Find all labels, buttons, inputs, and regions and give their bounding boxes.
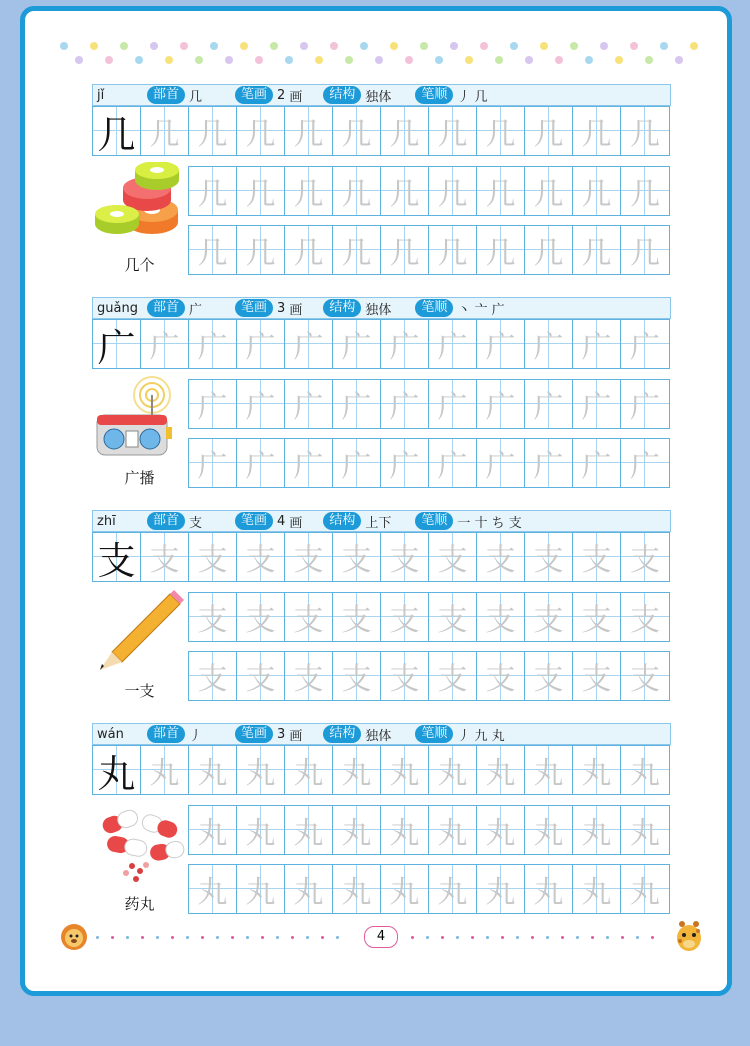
footer-dot	[501, 936, 504, 939]
strokes-unit: 画	[289, 302, 303, 318]
trace-character[interactable]: 丸	[333, 865, 381, 913]
character-section	[92, 723, 671, 923]
trace-character[interactable]: 支	[525, 533, 573, 581]
trace-character[interactable]: 丸	[285, 746, 333, 794]
decor-dot	[345, 56, 353, 64]
practice-row	[188, 592, 670, 642]
trace-character[interactable]: 几	[285, 226, 333, 274]
trace-character[interactable]: 丸	[429, 746, 477, 794]
trace-character[interactable]: 支	[237, 593, 285, 641]
decor-dot	[105, 56, 113, 64]
footer-dot	[486, 936, 489, 939]
trace-character[interactable]: 丸	[189, 746, 237, 794]
practice-row	[188, 864, 670, 914]
footer-dot	[441, 936, 444, 939]
trace-character[interactable]: 丸	[429, 806, 477, 854]
strokes-value: 2	[277, 87, 286, 103]
trace-character[interactable]: 丸	[333, 806, 381, 854]
decor-dot	[690, 42, 698, 50]
trace-character[interactable]: 广	[429, 380, 477, 428]
structure-value: 独体	[365, 728, 392, 744]
decor-dot	[405, 56, 413, 64]
footer-dot	[216, 936, 219, 939]
trace-character[interactable]: 广	[237, 439, 285, 487]
trace-character[interactable]: 支	[285, 652, 333, 700]
trace-character[interactable]: 支	[381, 533, 429, 581]
trace-character[interactable]: 广	[333, 320, 381, 368]
trace-character[interactable]: 支	[333, 533, 381, 581]
footer-dot	[126, 936, 129, 939]
trace-character[interactable]: 广	[525, 320, 573, 368]
order-tag: 笔顺	[415, 725, 453, 743]
model-character: 广	[93, 320, 141, 368]
model-character: 几	[93, 107, 141, 155]
trace-character[interactable]: 支	[621, 652, 669, 700]
trace-character[interactable]: 丸	[429, 865, 477, 913]
trace-character[interactable]: 支	[573, 533, 621, 581]
trace-character[interactable]: 丸	[333, 746, 381, 794]
decor-dot	[540, 42, 548, 50]
trace-character[interactable]: 丸	[477, 806, 525, 854]
footer-dot	[456, 936, 459, 939]
decor-dot	[225, 56, 233, 64]
footer-dot	[111, 936, 114, 939]
radical-tag: 部首	[147, 725, 185, 743]
trace-character[interactable]: 广	[189, 439, 237, 487]
decor-dot	[495, 56, 503, 64]
decor-dot	[615, 56, 623, 64]
footer-dot	[471, 936, 474, 939]
trace-character[interactable]: 几	[573, 107, 621, 155]
footer-dot	[561, 936, 564, 939]
trace-character[interactable]: 几	[477, 167, 525, 215]
trace-character[interactable]: 几	[189, 167, 237, 215]
trace-character[interactable]: 几	[525, 167, 573, 215]
trace-character[interactable]: 支	[429, 652, 477, 700]
vocab-word: 一支	[124, 682, 155, 700]
decor-dot	[375, 56, 383, 64]
trace-character[interactable]: 支	[621, 533, 669, 581]
trace-character[interactable]: 广	[573, 320, 621, 368]
decor-dot	[240, 42, 248, 50]
decor-dot	[330, 42, 338, 50]
trace-character[interactable]: 广	[333, 439, 381, 487]
stroke-order: 一 十 ち 支	[457, 515, 522, 531]
trace-character[interactable]: 广	[429, 320, 477, 368]
decor-dot	[510, 42, 518, 50]
trace-character[interactable]: 几	[333, 167, 381, 215]
footer-dot	[141, 936, 144, 939]
decor-dot	[60, 42, 68, 50]
structure-value: 独体	[365, 302, 392, 318]
trace-character[interactable]: 支	[333, 652, 381, 700]
decor-dot	[300, 42, 308, 50]
footer-dot	[291, 936, 294, 939]
trace-character[interactable]: 广	[573, 439, 621, 487]
decor-dot	[270, 42, 278, 50]
trace-character[interactable]: 几	[477, 107, 525, 155]
trace-character[interactable]: 丸	[141, 746, 189, 794]
radical-value: 几	[189, 89, 203, 105]
trace-character[interactable]: 支	[477, 533, 525, 581]
trace-character[interactable]: 丸	[621, 806, 669, 854]
trace-character[interactable]: 广	[237, 320, 285, 368]
character-section	[92, 84, 671, 284]
radical-tag: 部首	[147, 86, 185, 104]
strokes-tag: 笔画	[235, 86, 273, 104]
strokes-tag: 笔画	[235, 512, 273, 530]
decor-dot	[600, 42, 608, 50]
footer-dot	[621, 936, 624, 939]
decor-dot	[165, 56, 173, 64]
practice-row	[92, 745, 670, 795]
trace-character[interactable]: 支	[189, 652, 237, 700]
decor-dot	[435, 56, 443, 64]
structure-tag: 结构	[323, 512, 361, 530]
footer-dot	[591, 936, 594, 939]
order-tag: 笔顺	[415, 86, 453, 104]
trace-character[interactable]: 丸	[381, 865, 429, 913]
order-tag: 笔顺	[415, 299, 453, 317]
strokes-unit: 画	[289, 89, 303, 105]
strokes-value: 3	[277, 300, 286, 316]
radical-tag: 部首	[147, 512, 185, 530]
trace-character[interactable]: 几	[237, 167, 285, 215]
decor-dot	[570, 42, 578, 50]
trace-character[interactable]: 几	[429, 226, 477, 274]
practice-row	[92, 532, 670, 582]
decor-dot	[120, 42, 128, 50]
stroke-order: 丿 几	[457, 89, 488, 105]
stroke-order: 丶 亠 广	[457, 302, 505, 318]
trace-character[interactable]: 丸	[621, 865, 669, 913]
trace-character[interactable]: 几	[621, 107, 669, 155]
practice-row	[92, 319, 670, 369]
character-section	[92, 297, 671, 497]
trace-character[interactable]: 支	[333, 593, 381, 641]
practice-row	[188, 805, 670, 855]
trace-character[interactable]: 丸	[237, 806, 285, 854]
trace-character[interactable]: 支	[525, 652, 573, 700]
trace-character[interactable]: 丸	[237, 746, 285, 794]
trace-character[interactable]: 几	[189, 107, 237, 155]
practice-row	[188, 225, 670, 275]
footer-dot	[276, 936, 279, 939]
page-number: 4	[364, 926, 398, 948]
trace-character[interactable]: 支	[285, 533, 333, 581]
trace-character[interactable]: 几	[237, 226, 285, 274]
footer-dot	[96, 936, 99, 939]
trace-character[interactable]: 支	[189, 593, 237, 641]
footer-dot	[231, 936, 234, 939]
decor-dot	[255, 56, 263, 64]
footer-dot	[186, 936, 189, 939]
giraffe-icon	[674, 919, 704, 953]
trace-character[interactable]: 丸	[381, 746, 429, 794]
structure-tag: 结构	[323, 725, 361, 743]
vocab-word: 几个	[124, 256, 155, 274]
footer-dot	[336, 936, 339, 939]
trace-character[interactable]: 几	[381, 226, 429, 274]
structure-value: 独体	[365, 89, 392, 105]
trace-character[interactable]: 几	[429, 167, 477, 215]
trace-character[interactable]: 广	[477, 439, 525, 487]
trace-character[interactable]: 广	[477, 320, 525, 368]
trace-character[interactable]: 几	[141, 107, 189, 155]
trace-character[interactable]: 几	[573, 226, 621, 274]
radical-tag: 部首	[147, 299, 185, 317]
decor-dot	[465, 56, 473, 64]
trace-character[interactable]: 几	[333, 107, 381, 155]
footer-dot	[321, 936, 324, 939]
decorative-dots	[60, 42, 700, 72]
decor-dot	[150, 42, 158, 50]
trace-character[interactable]: 广	[621, 320, 669, 368]
trace-character[interactable]: 丸	[477, 746, 525, 794]
footer-dot	[576, 936, 579, 939]
trace-character[interactable]: 支	[381, 593, 429, 641]
stroke-order: 丿 九 丸	[457, 728, 505, 744]
decor-dot	[480, 42, 488, 50]
trace-character[interactable]: 支	[573, 652, 621, 700]
lion-icon	[60, 923, 88, 951]
trace-character[interactable]: 丸	[525, 865, 573, 913]
footer-dot	[426, 936, 429, 939]
radical-value: 丿	[189, 728, 203, 744]
decor-dot	[390, 42, 398, 50]
trace-character[interactable]: 广	[285, 320, 333, 368]
strokes-value: 3	[277, 726, 286, 742]
decor-dot	[420, 42, 428, 50]
trace-character[interactable]: 广	[429, 439, 477, 487]
trace-character[interactable]: 广	[381, 320, 429, 368]
trace-character[interactable]: 几	[621, 226, 669, 274]
trace-character[interactable]: 支	[621, 593, 669, 641]
trace-character[interactable]: 支	[237, 533, 285, 581]
strokes-unit: 画	[289, 515, 303, 531]
practice-row	[188, 651, 670, 701]
trace-character[interactable]: 几	[189, 226, 237, 274]
trace-character[interactable]: 丸	[237, 865, 285, 913]
vocab-word: 广播	[124, 469, 155, 487]
trace-character[interactable]: 丸	[573, 746, 621, 794]
practice-row	[188, 166, 670, 216]
trace-character[interactable]: 广	[237, 380, 285, 428]
trace-character[interactable]: 丸	[285, 865, 333, 913]
trace-character[interactable]: 丸	[189, 806, 237, 854]
trace-character[interactable]: 广	[333, 380, 381, 428]
pinyin: zhī	[97, 513, 116, 529]
decor-dot	[555, 56, 563, 64]
footer-dot	[246, 936, 249, 939]
trace-character[interactable]: 支	[525, 593, 573, 641]
trace-character[interactable]: 几	[525, 226, 573, 274]
trace-character[interactable]: 广	[285, 439, 333, 487]
trace-character[interactable]: 广	[477, 380, 525, 428]
footer-dot	[261, 936, 264, 939]
practice-row	[188, 379, 670, 429]
trace-character[interactable]: 支	[381, 652, 429, 700]
trace-character[interactable]: 支	[285, 593, 333, 641]
trace-character[interactable]: 支	[477, 652, 525, 700]
trace-character[interactable]: 广	[189, 320, 237, 368]
page-footer	[60, 923, 700, 953]
trace-character[interactable]: 几	[621, 167, 669, 215]
trace-character[interactable]: 支	[429, 533, 477, 581]
trace-character[interactable]: 丸	[621, 746, 669, 794]
trace-character[interactable]: 几	[381, 167, 429, 215]
decor-dot	[285, 56, 293, 64]
footer-dot	[636, 936, 639, 939]
trace-character[interactable]: 几	[525, 107, 573, 155]
decor-dot	[360, 42, 368, 50]
trace-character[interactable]: 几	[333, 226, 381, 274]
trace-character[interactable]: 支	[237, 652, 285, 700]
pinyin: jǐ	[97, 87, 105, 103]
trace-character[interactable]: 支	[141, 533, 189, 581]
structure-value: 上下	[365, 515, 392, 531]
char-header	[92, 723, 671, 745]
character-section	[92, 510, 671, 710]
decor-dot	[660, 42, 668, 50]
strokes-value: 4	[277, 513, 286, 529]
decor-dot	[135, 56, 143, 64]
trace-character[interactable]: 广	[285, 380, 333, 428]
trace-character[interactable]: 丸	[189, 865, 237, 913]
footer-dot	[201, 936, 204, 939]
practice-row	[92, 106, 670, 156]
trace-character[interactable]: 丸	[477, 865, 525, 913]
decor-dot	[675, 56, 683, 64]
decor-dot	[180, 42, 188, 50]
decor-dot	[195, 56, 203, 64]
footer-dot	[171, 936, 174, 939]
trace-character[interactable]: 支	[477, 593, 525, 641]
trace-character[interactable]: 广	[621, 380, 669, 428]
trace-character[interactable]: 广	[525, 380, 573, 428]
trace-character[interactable]: 几	[477, 226, 525, 274]
decor-dot	[210, 42, 218, 50]
footer-dot	[531, 936, 534, 939]
trace-character[interactable]: 几	[429, 107, 477, 155]
char-header	[92, 297, 671, 319]
trace-character[interactable]: 支	[189, 533, 237, 581]
footer-dot	[306, 936, 309, 939]
decor-dot	[645, 56, 653, 64]
footer-dot	[516, 936, 519, 939]
decor-dot	[315, 56, 323, 64]
structure-tag: 结构	[323, 299, 361, 317]
structure-tag: 结构	[323, 86, 361, 104]
decor-dot	[630, 42, 638, 50]
char-header	[92, 84, 671, 106]
radical-value: 支	[189, 515, 203, 531]
trace-character[interactable]: 丸	[573, 865, 621, 913]
trace-character[interactable]: 广	[141, 320, 189, 368]
footer-dot	[606, 936, 609, 939]
trace-character[interactable]: 丸	[525, 746, 573, 794]
practice-row	[188, 438, 670, 488]
footer-dot	[156, 936, 159, 939]
decor-dot	[75, 56, 83, 64]
trace-character[interactable]: 几	[381, 107, 429, 155]
decor-dot	[525, 56, 533, 64]
order-tag: 笔顺	[415, 512, 453, 530]
trace-character[interactable]: 几	[285, 167, 333, 215]
decor-dot	[450, 42, 458, 50]
strokes-tag: 笔画	[235, 299, 273, 317]
trace-character[interactable]: 几	[285, 107, 333, 155]
trace-character[interactable]: 几	[237, 107, 285, 155]
footer-dot	[411, 936, 414, 939]
trace-character[interactable]: 广	[621, 439, 669, 487]
trace-character[interactable]: 丸	[381, 806, 429, 854]
trace-character[interactable]: 丸	[285, 806, 333, 854]
trace-character[interactable]: 广	[381, 439, 429, 487]
strokes-tag: 笔画	[235, 725, 273, 743]
footer-dot	[546, 936, 549, 939]
vocab-word: 药丸	[124, 895, 155, 913]
decor-dot	[90, 42, 98, 50]
trace-character[interactable]: 丸	[573, 806, 621, 854]
trace-character[interactable]: 广	[381, 380, 429, 428]
trace-character[interactable]: 支	[573, 593, 621, 641]
pinyin: guǎng	[97, 300, 138, 316]
model-character: 支	[93, 533, 141, 581]
decor-dot	[585, 56, 593, 64]
trace-character[interactable]: 广	[573, 380, 621, 428]
trace-character[interactable]: 支	[429, 593, 477, 641]
model-character: 丸	[93, 746, 141, 794]
trace-character[interactable]: 广	[189, 380, 237, 428]
footer-dot	[651, 936, 654, 939]
trace-character[interactable]: 丸	[525, 806, 573, 854]
trace-character[interactable]: 广	[525, 439, 573, 487]
pinyin: wán	[97, 726, 124, 742]
char-header	[92, 510, 671, 532]
trace-character[interactable]: 几	[573, 167, 621, 215]
radical-value: 广	[189, 302, 203, 318]
strokes-unit: 画	[289, 728, 303, 744]
